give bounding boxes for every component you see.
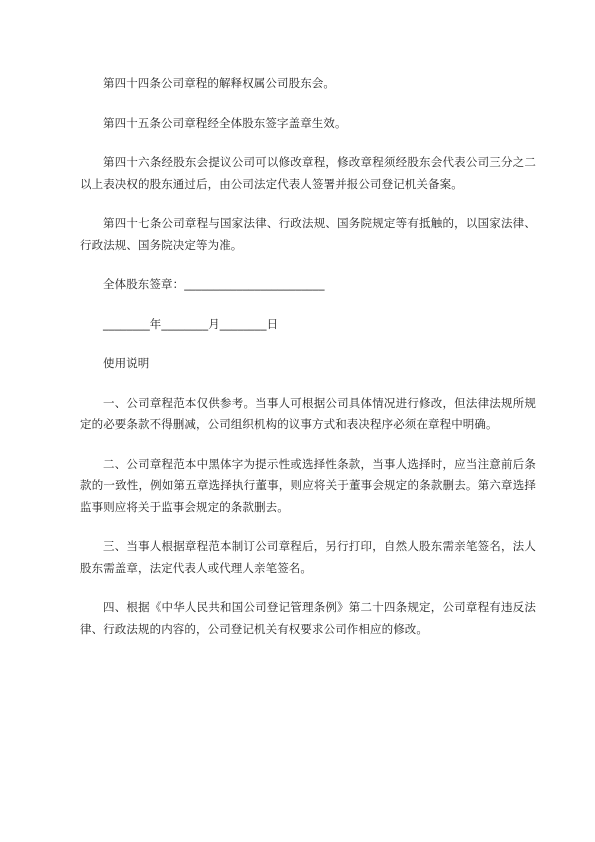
- document-body: [80, 73, 536, 658]
- usage-note-4: 四、根据《中华人民共和国公司登记管理条例》第二十四条规定，公司章程有违反法律、行政法规的内容的，公司登记机关有权要求公司作相应的修改。: [80, 600, 536, 636]
- date-line: ________年________月________日: [103, 316, 279, 331]
- article-47: 第四十七条公司章程与国家法律、行政法规、国务院规定等有抵触的，以国家法律、行政法规、国务院决定等为准。: [80, 216, 536, 252]
- usage-notes-heading: 使用说明: [103, 356, 150, 370]
- article-44: 第四十四条公司章程的解释权属公司股东会。: [103, 76, 335, 90]
- usage-note-3: 三、当事人根据章程范本制订公司章程后，另行打印，自然人股东需亲笔签名，法人股东需盖章，法定代表人或代理人亲笔签名。: [80, 539, 536, 575]
- article-45: 第四十五条公司章程经全体股东签字盖章生效。: [103, 115, 347, 130]
- usage-note-1: 一、公司章程范本仅供参考。当事人可根据公司具体情况进行修改，但法律法规所规定的必要条款不得删减，公司组织机构的议事方式和表决程序必须在章程中明确。: [80, 395, 536, 431]
- shareholder-signature-line: 全体股东签章：________________________: [103, 277, 325, 291]
- article-46: 第四十六条经股东会提议公司可以修改章程，修改章程须经股东会代表公司三分之二以上表决权的股东通过后，由公司法定代表人签署并报公司登记机关备案。: [80, 155, 536, 191]
- usage-note-2: 二、公司章程范本中黑体字为提示性或选择性条款，当事人选择时，应当注意前后条款的一致性，例如第五章选择执行董事，则应将关于董事会规定的条款删去。第六章选择监事则应将关于监事会规定的条款删去。: [80, 456, 536, 514]
